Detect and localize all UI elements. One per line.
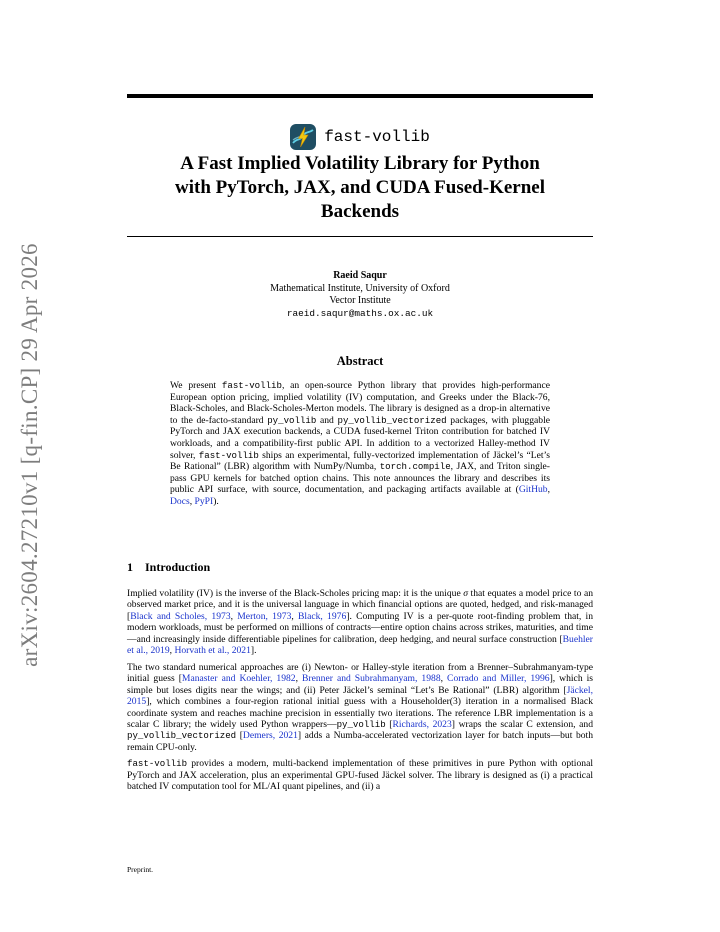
- citation-link[interactable]: Corrado and Miller, 1996: [447, 673, 550, 685]
- docs-link[interactable]: Docs: [170, 495, 190, 507]
- citation-separator: ,: [440, 673, 448, 685]
- code-py-vollib-vectorized: py_vollib_vectorized: [127, 730, 237, 742]
- abstract-text: [170, 380, 550, 508]
- citation-separator: ,: [230, 610, 238, 622]
- abstract-text-run: packages, with pluggable PyTorch and JAX execution backends, a CUDA fused-kernel Triton contribution for batched IV workloads, and a compatibility-first public API. In addition to a vectorized Halley-method IV solver,: [170, 414, 550, 461]
- citation-link[interactable]: Horvath et al., 2021: [174, 645, 251, 657]
- code-py-vollib-vectorized: py_vollib_vectorized: [337, 414, 447, 426]
- citation-link[interactable]: Black and Scholes, 1973: [130, 610, 231, 622]
- body-text-run: [: [385, 718, 393, 730]
- paper-title: [127, 152, 593, 224]
- section-title: Introduction: [145, 560, 211, 574]
- citation-link[interactable]: Richards, 2023: [392, 718, 452, 730]
- author-name: Raeid Saqur: [333, 270, 387, 281]
- code-py-vollib: py_vollib: [336, 718, 386, 730]
- body-text-run: ].: [250, 645, 257, 657]
- abstract-text-run: , JAX, and Triton single-pass GPU kernels for batched option chains. This note announces the library and describes its public API surface, with source, documentation, and packaging artifacts available at (: [170, 461, 550, 496]
- arxiv-stamp: [10, 243, 50, 667]
- pypi-link[interactable]: PyPI: [194, 495, 214, 507]
- citation-link[interactable]: Demers, 2021: [242, 730, 298, 742]
- citation-link[interactable]: Black, 1976: [298, 610, 347, 622]
- citation-separator: ,: [169, 645, 175, 657]
- github-link[interactable]: GitHub: [518, 484, 548, 496]
- author-affiliation-1: Mathematical Institute, University of Oxford: [270, 282, 450, 294]
- citation-link[interactable]: Buehler et al., 2019: [127, 633, 593, 657]
- abstract-text-run: We present: [170, 380, 222, 391]
- abstract-separator: ,: [547, 484, 550, 496]
- abstract-separator: ,: [189, 495, 195, 507]
- sigma-symbol: σ: [463, 588, 468, 599]
- code-fast-vollib: fast-vollib: [127, 758, 188, 770]
- lightning-chart-logo-icon: [290, 124, 316, 150]
- abstract-text-run: ships an experimental, fully-vectorized implementation of Jäckel’s “Let’s Be Rational” (LBR) algorithm with NumPy/Numba,: [170, 449, 550, 473]
- citation-separator: ,: [291, 610, 299, 622]
- citation-separator: ,: [295, 673, 303, 685]
- logo-row: [127, 124, 593, 150]
- citation-link[interactable]: Manaster and Koehler, 1982: [181, 673, 296, 685]
- footer-note: Preprint.: [127, 865, 154, 874]
- body-text-run: ]. Computing IV is a per-quote root-finding problem that, in modern workloads, must be performed on millions of contracts—entire option chains across strikes, maturities, and time—and increasingly inside differentiable pipelines for calibration, deep hedging, and neural surface construction [: [127, 610, 594, 645]
- title-line-2: with PyTorch, JAX, and CUDA Fused-Kernel: [175, 177, 545, 198]
- logo-text: fast-vollib: [324, 128, 430, 146]
- paragraph-2: [127, 662, 593, 754]
- arxiv-stamp-text: arXiv:2604.27210v1 [q-fin.CP] 29 Apr 2026: [17, 243, 42, 667]
- author-email: raeid.saqur@maths.ox.ac.uk: [286, 307, 434, 319]
- top-rule: [127, 94, 593, 98]
- code-fast-vollib: fast-vollib: [198, 449, 259, 461]
- code-py-vollib: py_vollib: [267, 414, 317, 426]
- body-text-run: ] wraps the scalar C extension, and: [451, 718, 593, 730]
- body-text-run: ] adds a Numba-accelerated vectorization layer for batch inputs—but both remain CPU-only.: [127, 730, 594, 753]
- author-block: [127, 270, 593, 320]
- body-text-run: [: [236, 730, 243, 742]
- abstract-text-run: , an open-source Python library that provides high-performance European option pricing, implied volatility (IV) computation, and Greeks under the Black-76, Black-Scholes, and Black-Scholes-Merton models. The library is designed as a drop-in alternative to the de-facto-standard: [170, 380, 550, 426]
- section-number: 1: [127, 560, 133, 574]
- code-torch-compile: torch.compile: [379, 461, 451, 473]
- body-text-run: ], which is simple but loses digits near the wings; and (ii) Peter Jäckel’s seminal “Let’s Be Rational” (LBR) algorithm [: [127, 673, 594, 696]
- title-line-1: A Fast Implied Volatility Library for Python: [180, 153, 540, 174]
- paragraph-3: [127, 758, 593, 792]
- citation-link[interactable]: Merton, 1973: [237, 610, 292, 622]
- section-heading-introduction: [127, 560, 210, 575]
- author-affiliation-2: Vector Institute: [329, 295, 391, 306]
- paragraph-1: [127, 588, 593, 657]
- body-text-run: ], which combines a four-region rational initial guess with a Householder(3) iteration in a normalised Black coordinate system and reaches machine precision in essentially two iterations. The reference LBR implementation is a scalar C library; the widely used Python wrappers—: [127, 696, 593, 730]
- code-fast-vollib: fast-vollib: [221, 380, 282, 391]
- body-text-run: Implied volatility (IV) is the inverse of the Black-Scholes pricing map: it is the unique: [127, 588, 464, 599]
- citation-link[interactable]: Brenner and Subrahmanyam, 1988: [302, 673, 441, 685]
- body-text-run: provides a modern, multi-backend implementation of these primitives in pure Python with optional PyTorch and JAX acceleration, plus an experimental GPU-fused Jäckel solver. The library is designed as (i) a practical batched IV computation tool for ML/AI quant pipelines, and (ii) a: [127, 758, 593, 793]
- title-line-3: Backends: [320, 201, 400, 222]
- body-text-run: that equates a model price to an observed market price, and it is the universal language in which financial options are quoted, hedged, and risk-managed [: [127, 588, 593, 622]
- citation-link[interactable]: Jäckel, 2015: [127, 684, 593, 708]
- introduction-body: [127, 588, 593, 798]
- title-bottom-rule: [127, 236, 593, 237]
- abstract-heading: Abstract: [336, 354, 384, 368]
- abstract-text-run: ).: [213, 495, 219, 507]
- body-text-run: The two standard numerical approaches are (i) Newton- or Halley-style iteration from a Brenner–Subrahmanyam-type initial guess [: [127, 661, 593, 685]
- abstract-text-run: and: [316, 414, 338, 426]
